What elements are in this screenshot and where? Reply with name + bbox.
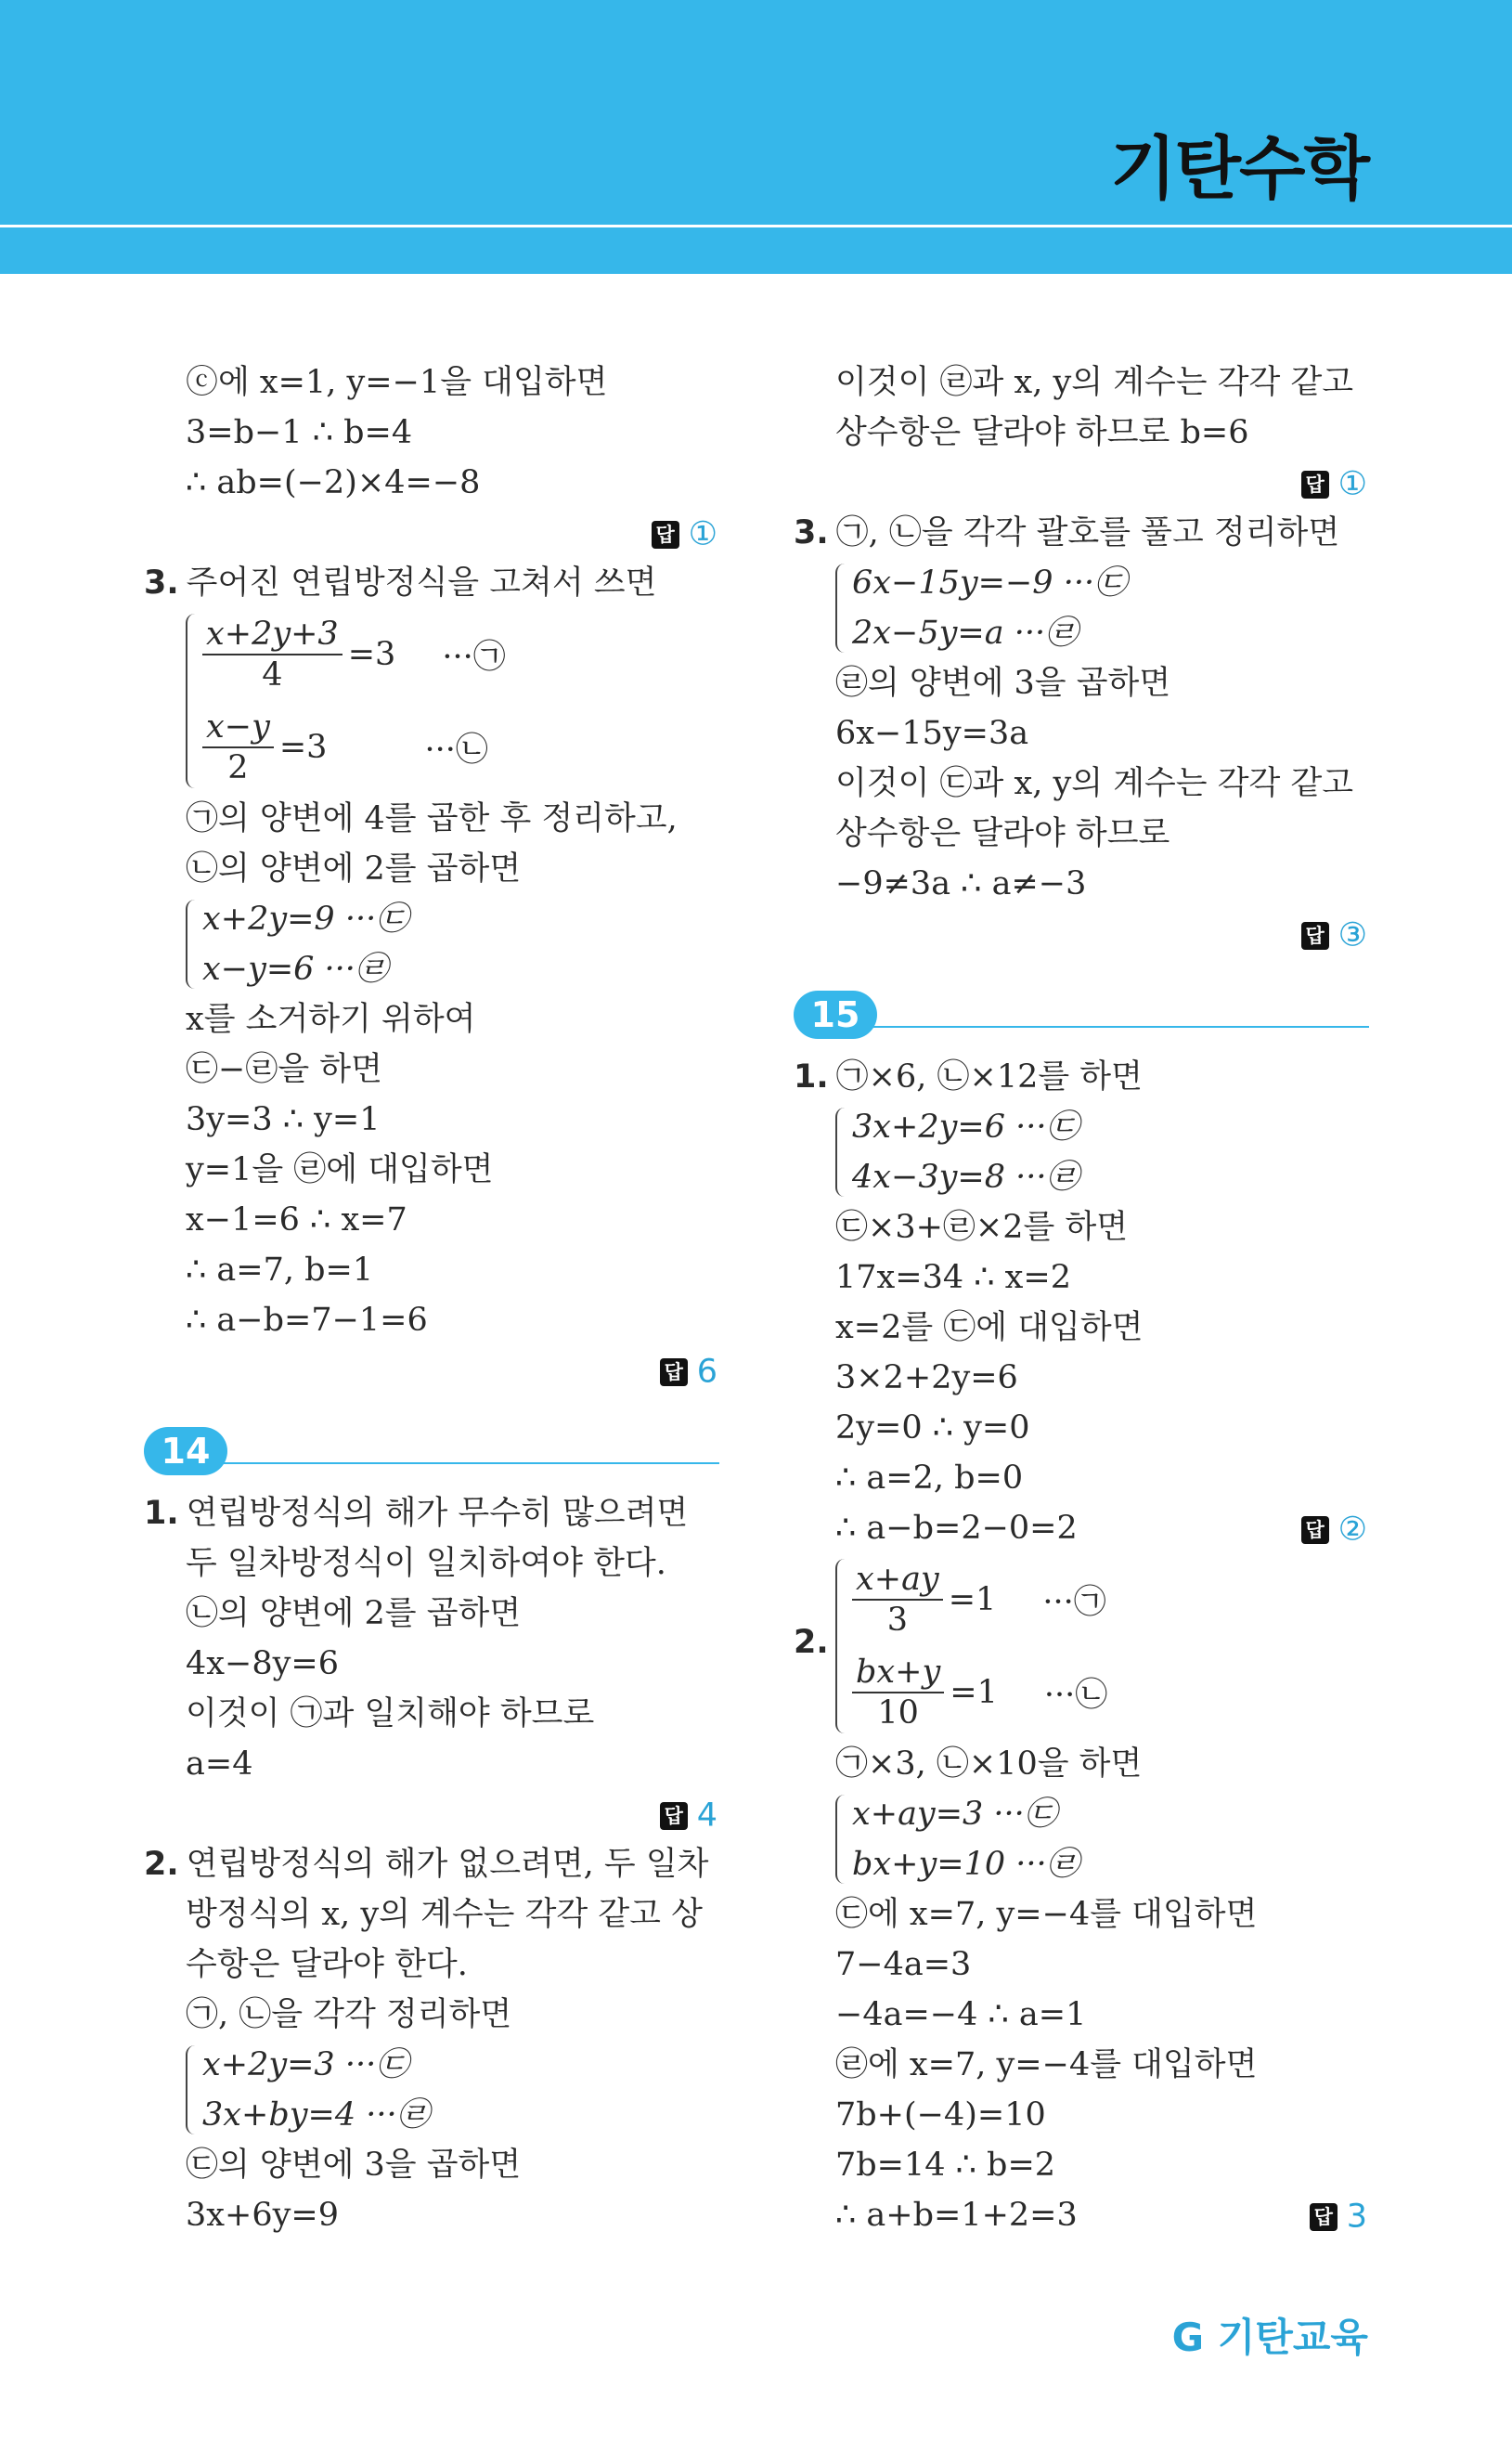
equation-line: 6x−15y=−9 ···㉢ — [852, 564, 1128, 602]
text-line: ∴ ab=(−2)×4=−8 — [186, 464, 481, 501]
numerator: x+2y+3 — [202, 615, 342, 655]
fraction — [852, 1560, 943, 1640]
text-line: 7−4a=3 — [835, 1946, 972, 1983]
section-header-15 — [794, 978, 1369, 1052]
answer-line — [144, 1789, 719, 1839]
equation-line: 4x−3y=8 ···㉣ — [852, 1159, 1079, 1196]
equation-tag: ···㉡ — [424, 732, 488, 769]
brace — [835, 1559, 846, 1733]
equation-system — [794, 1102, 1369, 1202]
equation-line: x+2y=3 ···㉢ — [202, 2046, 409, 2083]
text-line: 이것이 ㉠과 일치해야 하므로 — [186, 1695, 595, 1732]
problem-1 — [144, 1488, 719, 1538]
problem-number: 1. — [144, 1495, 179, 1532]
text-line: ㉢의 양변에 3을 곱하면 — [186, 2147, 522, 2184]
equation-system — [794, 1553, 1369, 1739]
answer-line — [144, 1345, 719, 1395]
text-line — [794, 1503, 1369, 1553]
problem-1 — [794, 1052, 1369, 1102]
equation-line: x+ay=3 ···㉢ — [852, 1796, 1057, 1833]
equation-system — [144, 608, 719, 794]
answer-value: 4 — [696, 1797, 717, 1835]
text-line: ㉢−㉣을 하면 — [186, 1051, 382, 1088]
brand-title: 기탄수학 — [1110, 129, 1368, 209]
header-divider — [0, 225, 1512, 227]
section-header-14 — [144, 1414, 719, 1488]
equation-line: x−y=6 ···㉣ — [202, 951, 388, 988]
rhs: =3 — [278, 729, 328, 766]
brace — [186, 614, 197, 788]
right-column — [794, 357, 1369, 2240]
brace — [835, 1795, 846, 1884]
numerator: x−y — [202, 707, 274, 748]
text-line: 3=b−1 ∴ b=4 — [186, 414, 413, 451]
publisher-logo: G 기탄교육 — [1171, 2315, 1368, 2360]
text-line: ㉠×3, ㉡×10을 하면 — [835, 1745, 1143, 1783]
text-line: ㉣에 x=7, y=−4를 대입하면 — [835, 2046, 1258, 2083]
rhs: =1 — [948, 1581, 997, 1618]
problem-text: 주어진 연립방정식을 고쳐서 쓰면 — [186, 564, 657, 602]
answer-value: ① — [688, 515, 717, 553]
answer-value: ① — [1338, 465, 1367, 503]
brace — [835, 1108, 846, 1197]
text-line: 두 일차방정식이 일치하여야 한다. — [186, 1545, 666, 1582]
text-line: ㉡의 양변에 2를 곱하면 — [186, 1595, 522, 1632]
answer-value: ② — [1338, 1511, 1367, 1549]
fraction — [202, 615, 342, 694]
text-line: 수항은 달라야 한다. — [186, 1946, 468, 1983]
section-rule — [200, 1462, 719, 1464]
equation-tag: ···㉠ — [442, 639, 506, 676]
final-line: ∴ a+b=1+2=3 — [835, 2197, 1078, 2234]
text-line: 3y=3 ∴ y=1 — [186, 1101, 381, 1138]
answer-inline — [1301, 1503, 1367, 1555]
answer-badge: 답 — [660, 1358, 688, 1386]
text-line: 17x=34 ∴ x=2 — [835, 1259, 1071, 1296]
problem-2 — [144, 1839, 719, 1889]
text-line: 7b+(−4)=10 — [835, 2096, 1046, 2134]
answer-badge: 답 — [1310, 2203, 1338, 2231]
problem-text: ㉠, ㉡을 각각 괄호를 풀고 정리하면 — [835, 514, 1340, 551]
equation-system — [794, 558, 1369, 658]
text-line: 방정식의 x, y의 계수는 각각 같고 상 — [186, 1896, 703, 1933]
text-line: 3×2+2y=6 — [835, 1359, 1018, 1396]
brace — [186, 2045, 197, 2134]
brace — [186, 900, 197, 989]
answer-line — [794, 458, 1369, 508]
text-line: x=2를 ㉢에 대입하면 — [835, 1309, 1144, 1346]
answer-value: ③ — [1338, 916, 1367, 954]
equation-line: 2x−5y=a ···㉣ — [852, 615, 1079, 652]
text-line: −9≠3a ∴ a≠−3 — [835, 865, 1087, 902]
answer-inline — [1310, 2190, 1367, 2242]
fraction — [852, 1653, 944, 1732]
equation-line: x+2y=9 ···㉢ — [202, 901, 409, 938]
text-line: 7b=14 ∴ b=2 — [835, 2147, 1056, 2184]
text-line: 이것이 ㉢과 x, y의 계수는 각각 같고 — [835, 765, 1354, 802]
text-line: ㉣의 양변에 3을 곱하면 — [835, 665, 1171, 702]
text-line: y=1을 ㉣에 대입하면 — [186, 1151, 494, 1188]
answer-value: 6 — [696, 1353, 717, 1391]
text-line: 상수항은 달라야 하므로 — [835, 815, 1170, 852]
denominator: 3 — [886, 1602, 908, 1639]
problem-text: ㉠×6, ㉡×12를 하면 — [835, 1058, 1143, 1096]
equation-tag: ···㉠ — [1042, 1584, 1106, 1621]
text-line: a=4 — [186, 1745, 253, 1783]
rhs: =3 — [347, 636, 396, 673]
equation-row — [835, 1646, 1369, 1739]
text-line: 상수항은 달라야 하므로 b=6 — [835, 414, 1249, 451]
fraction — [202, 707, 274, 787]
answer-value: 3 — [1346, 2198, 1367, 2236]
text-line: ㉢에 x=7, y=−4를 대입하면 — [835, 1896, 1258, 1933]
text-line: x를 소거하기 위하여 — [186, 1001, 476, 1038]
equation-system — [794, 1789, 1369, 1889]
problem-number: 3. — [794, 514, 829, 551]
text-line — [794, 2190, 1369, 2240]
problem-number: 3. — [144, 564, 179, 602]
text-line: 3x+6y=9 — [186, 2197, 339, 2234]
text-line: ∴ a=2, b=0 — [835, 1460, 1024, 1497]
text-line: ㉢×3+㉣×2를 하면 — [835, 1209, 1129, 1246]
equation-line: 3x+by=4 ···㉣ — [202, 2096, 430, 2134]
problem-3 — [794, 508, 1369, 558]
left-column — [144, 357, 719, 2240]
problem-number: 2. — [794, 1624, 829, 1661]
text-line: ㉡의 양변에 2를 곱하면 — [186, 850, 522, 888]
answer-badge: 답 — [1301, 1516, 1329, 1544]
problem-text: 연립방정식의 해가 무수히 많으려면 — [186, 1495, 689, 1532]
section-number: 14 — [144, 1427, 227, 1475]
equation-row — [835, 1553, 1369, 1646]
answer-line — [794, 909, 1369, 959]
equation-line: 3x+2y=6 ···㉢ — [852, 1109, 1079, 1146]
problem-text: 연립방정식의 해가 없으려면, 두 일차 — [186, 1846, 709, 1883]
numerator: x+ay — [852, 1560, 943, 1601]
equation-tag: ···㉡ — [1043, 1677, 1108, 1714]
problem-number: 2. — [144, 1846, 179, 1883]
rhs: =1 — [950, 1674, 998, 1711]
header-banner — [0, 0, 1512, 274]
final-line: ∴ a−b=2−0=2 — [835, 1510, 1078, 1547]
text-line: −4a=−4 ∴ a=1 — [835, 1996, 1087, 2033]
text-line: ∴ a−b=7−1=6 — [186, 1302, 428, 1339]
answer-badge: 답 — [652, 521, 679, 549]
equation-row — [186, 701, 719, 794]
equation-row — [186, 608, 719, 701]
text-line: ∴ a=7, b=1 — [186, 1252, 374, 1289]
text-line: 2y=0 ∴ y=0 — [835, 1409, 1030, 1447]
text-line: 이것이 ㉣과 x, y의 계수는 각각 같고 — [835, 364, 1354, 401]
answer-line — [144, 508, 719, 558]
answer-badge: 답 — [660, 1802, 688, 1830]
text-line: ㉠, ㉡을 각각 정리하면 — [186, 1996, 512, 2033]
denominator: 10 — [877, 1694, 919, 1732]
equation-line: bx+y=10 ···㉣ — [852, 1846, 1079, 1883]
text-line: 4x−8y=6 — [186, 1645, 339, 1682]
denominator: 4 — [262, 656, 283, 694]
answer-badge: 답 — [1301, 471, 1329, 499]
problem-3 — [144, 558, 719, 608]
text-line: 6x−15y=3a — [835, 715, 1029, 752]
text-line: ⓒ에 x=1, y=−1을 대입하면 — [186, 364, 608, 401]
problem-number: 1. — [794, 1058, 829, 1096]
equation-system — [144, 894, 719, 994]
denominator: 2 — [227, 749, 249, 786]
text-line: ㉠의 양변에 4를 곱한 후 정리하고, — [186, 800, 678, 837]
section-rule — [849, 1026, 1369, 1028]
brace — [835, 564, 846, 653]
numerator: bx+y — [852, 1653, 944, 1693]
section-number: 15 — [794, 991, 877, 1039]
text-line: x−1=6 ∴ x=7 — [186, 1201, 407, 1239]
equation-system — [144, 2040, 719, 2140]
answer-badge: 답 — [1301, 922, 1329, 950]
